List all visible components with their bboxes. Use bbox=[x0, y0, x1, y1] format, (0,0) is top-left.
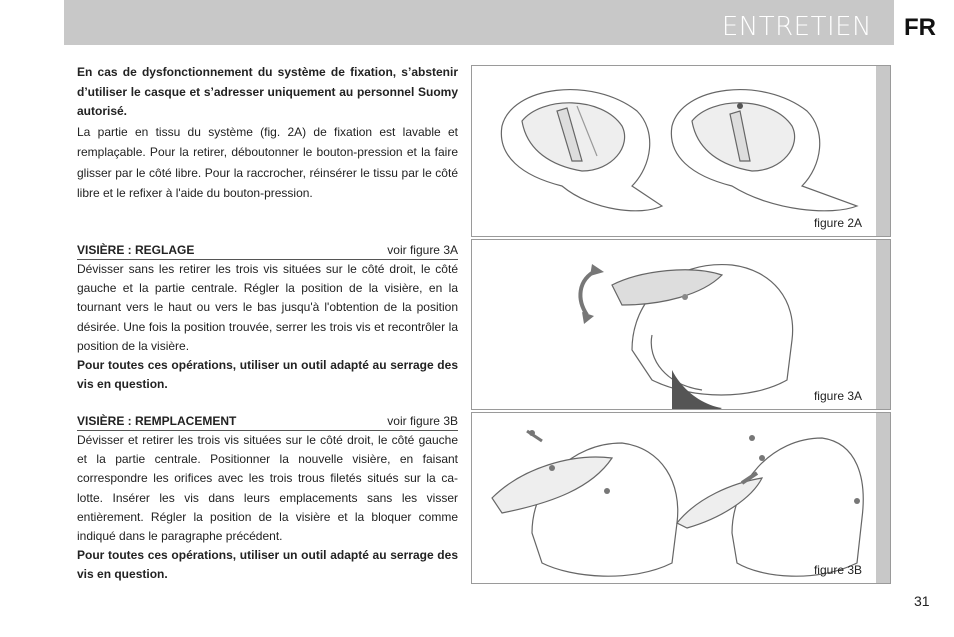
figure-caption: figure 2A bbox=[813, 216, 862, 230]
language-tag: FR bbox=[904, 14, 936, 41]
visor-replace-illustration bbox=[472, 413, 891, 584]
figure-stripe bbox=[876, 66, 890, 236]
section-body: Dévisser et retirer les trois vis situées sur le côté droit, le côté gauche et la partie centrale. Positionner la nouvelle visière, en faisant correspondre les orifices avec les trois trous filetés situés sur la ca- lotte. Insérer les vis dans leurs emplacements sans les visser entièrement. Régler la position de la visière et la bloquer comme indiqué dans le paragraphe précédent. bbox=[77, 433, 458, 544]
figure-caption: figure 3B bbox=[813, 563, 862, 577]
figure-caption: figure 3A bbox=[813, 389, 862, 403]
section-title: VISIÈRE : REMPLACEMENT bbox=[77, 414, 237, 428]
section-title: VISIÈRE : REGLAGE bbox=[77, 243, 195, 257]
figure-reference: voir figure 3A bbox=[387, 243, 458, 257]
section-note: Pour toutes ces opérations, utiliser un outil adapté au serrage des vis en question. bbox=[77, 548, 458, 582]
section-visor-adjust bbox=[77, 242, 458, 394]
intro-block bbox=[77, 63, 458, 204]
section-heading bbox=[77, 413, 458, 431]
section-visor-replace bbox=[77, 413, 458, 585]
figure-3b bbox=[471, 412, 891, 584]
figure-reference: voir figure 3B bbox=[387, 414, 458, 428]
helmet-liner-illustration bbox=[472, 66, 891, 237]
page-number: 31 bbox=[914, 593, 930, 609]
intro-warning: En cas de dysfonctionnement du système de fixation, s’abstenir d’utiliser le casque et s’adresser uniquement au personnel Suomy autorisé. bbox=[77, 65, 458, 118]
figure-3a bbox=[471, 239, 891, 410]
page-title: ENTRETIEN bbox=[721, 12, 872, 42]
section-heading bbox=[77, 242, 458, 260]
figure-stripe bbox=[876, 413, 890, 583]
section-body: Dévisser sans les retirer les trois vis situées sur le côté droit, le côté gauche et la partie centrale. Régler la position de la visière, en la tournant vers le haut ou vers le bas jusqu'à l'obtention de la position désirée. Une fois la position trouvée, serrer les trois vis et recontrôler la position de la visière. bbox=[77, 262, 458, 353]
figure-stripe bbox=[876, 240, 890, 409]
section-note: Pour toutes ces opérations, utiliser un outil adapté au serrage des vis en question. bbox=[77, 358, 458, 392]
figure-2a bbox=[471, 65, 891, 237]
visor-adjust-illustration bbox=[472, 240, 891, 410]
intro-body: La partie en tissu du système (fig. 2A) de fixation est lavable et remplaçable. Pour la retirer, déboutonner le bouton-pression et la faire glisser par le côté libre. Pour la raccrocher, réinsérer le tissu par le côté libre et le refixer à l'aide du bouton-pression. bbox=[77, 124, 458, 200]
header-bar bbox=[64, 0, 894, 45]
